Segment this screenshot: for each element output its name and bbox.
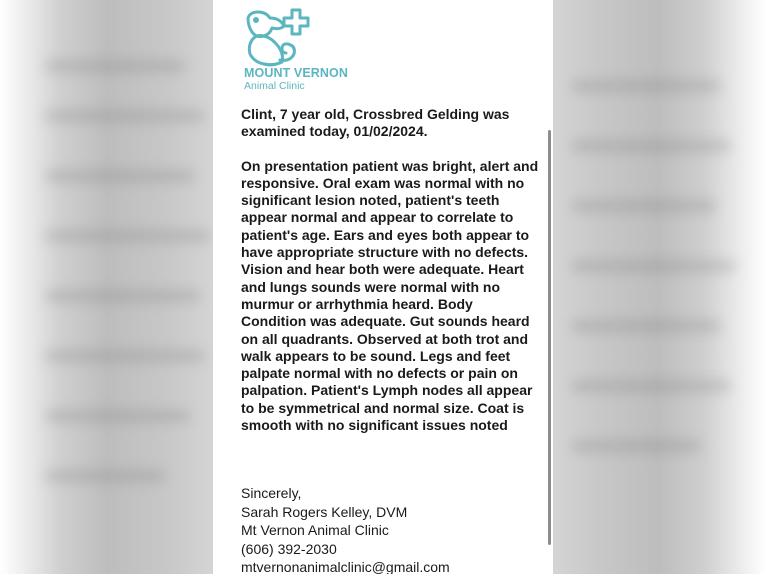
signature-block: [241, 484, 541, 574]
blurred-background-right: [551, 0, 741, 574]
signature-name: Sarah Rogers Kelley, DVM: [241, 503, 408, 520]
letter-page: [213, 0, 553, 574]
scrollbar[interactable]: [548, 130, 551, 545]
letter-exam-findings: On presentation patient was bright, alert and responsive. Oral exam was normal with no significant lesion noted, patient's teeth appear normal and appear to correlate to patient's age. Ears and eyes both appear to have appropriate structure with no defects. Vision and hear both were adequate. Heart and lungs sounds were normal with no murmur or arrhythmia heard. Body Condition was adequate. Gut sounds heard on all quadrants. Observed at both trot and walk appears to be sound. Legs and feet palpate normal with no defects or pain on palpation. Patient's Lymph nodes all appear to be symmetrical and normal size. Coat is smooth with no significant issues noted: [241, 157, 539, 434]
blurred-background-left: [25, 0, 215, 574]
clinic-logo-subtitle: Animal Clinic: [244, 80, 305, 92]
letter-intro: Clint, 7 year old, Crossbred Gelding was examined today, 01/02/2024.: [241, 106, 510, 140]
signature-email[interactable]: mtvernonanimalclinic@gmail.com: [241, 559, 450, 574]
signature-phone: (606) 392-2030: [241, 540, 337, 557]
signature-closing: Sincerely,: [241, 485, 302, 501]
clinic-logo-name: MOUNT VERNON: [244, 66, 348, 80]
letter-body: [241, 106, 541, 434]
signature-clinic: Mt Vernon Animal Clinic: [241, 522, 389, 538]
